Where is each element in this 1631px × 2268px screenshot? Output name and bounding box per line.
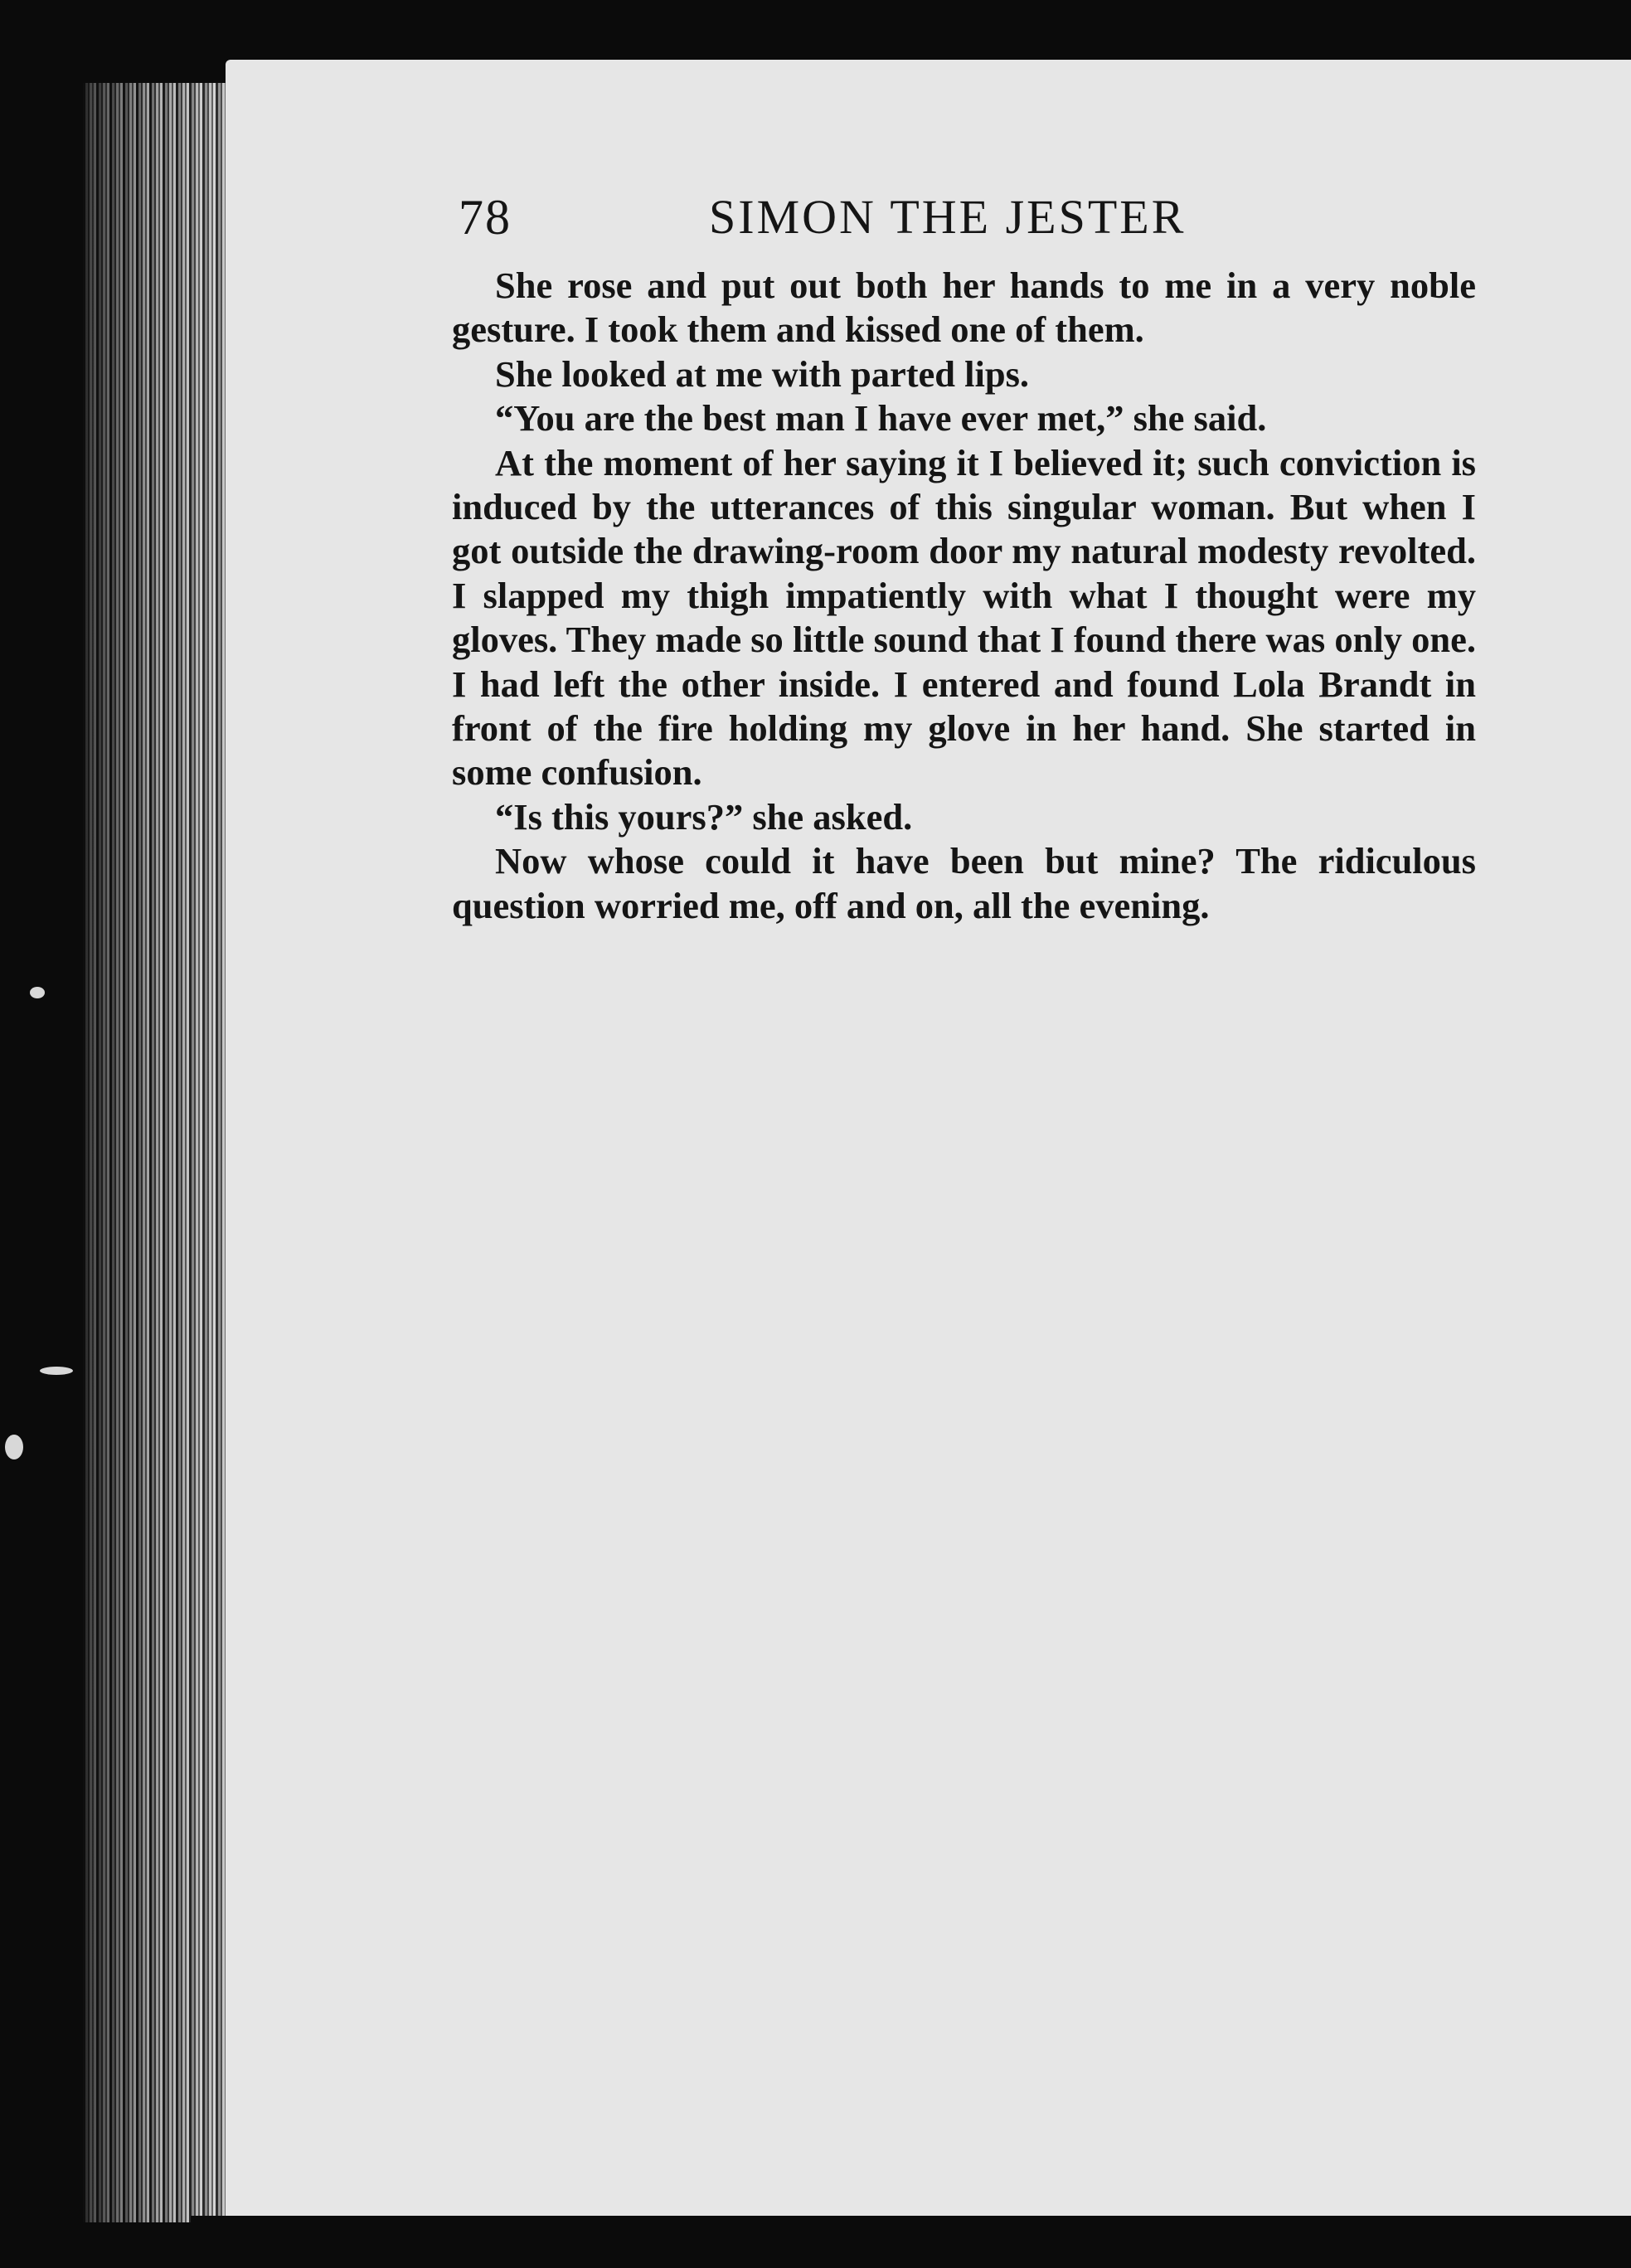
running-head: [452, 189, 1476, 264]
paragraph-1: She rose and put out both her hands to me in a very noble gesture. I took them and kissed one of them.: [452, 265, 1476, 351]
body-text: [452, 264, 1476, 928]
paragraph-5: “Is this yours?” she asked.: [495, 795, 913, 838]
book-title: SIMON THE JESTER: [709, 190, 1187, 244]
paragraph-4: At the moment of her saying it I believed it; such conviction is induced by the utterances of this singular woman. But when I got outside the drawing-room door my natural modesty revolted. I slapped my thigh impatiently with what I thought were my gloves. They made so little sound that I found there was only one. I had left the other inside. I entered and found Lola Brandt in front of the fire holding my glove in her hand. She started in some confusion.: [452, 441, 1476, 794]
paragraph-2: She looked at me with parted lips.: [495, 352, 1030, 395]
paragraph-3: “You are the best man I have ever met,” she said.: [495, 397, 1267, 440]
paragraph-6: Now whose could it have been but mine? The ridiculous question worried me, off and on, all the evening.: [452, 840, 1476, 926]
page-bottom-shadow: [191, 2216, 1631, 2268]
page-number: 78: [459, 190, 512, 245]
page-text-block: [452, 189, 1476, 928]
scan-speck: [5, 1435, 23, 1459]
scan-speck: [40, 1367, 73, 1375]
scan-speck: [30, 987, 45, 998]
page-edges-shadow: [83, 83, 240, 2222]
